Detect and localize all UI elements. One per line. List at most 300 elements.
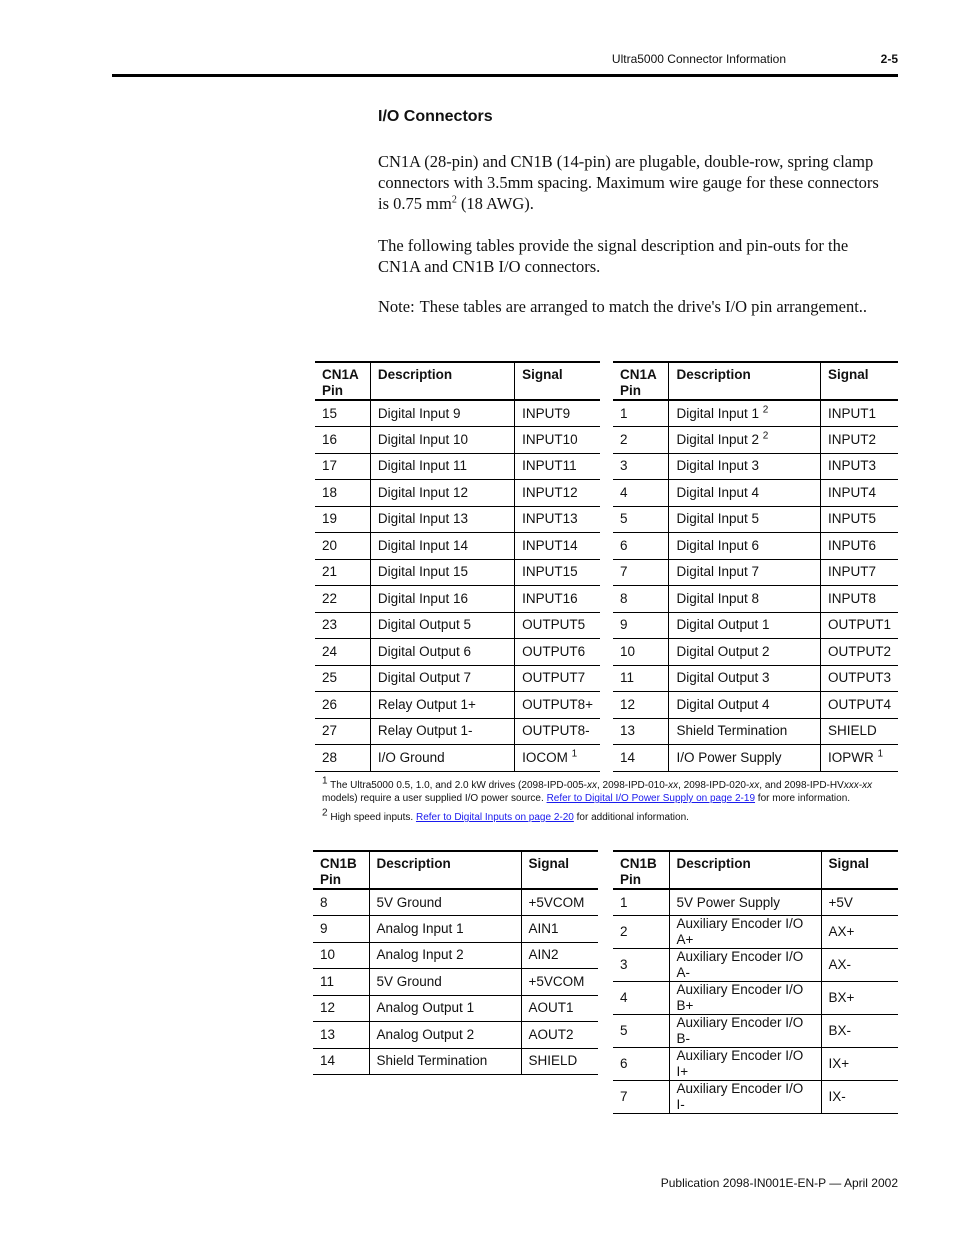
cell-text: 8 <box>320 894 328 910</box>
cell-text: 5V Power Supply <box>676 894 781 910</box>
table-row <box>315 718 600 745</box>
cell-text: 3 <box>620 957 628 972</box>
cell-desc <box>370 692 514 719</box>
cell-text: 15 <box>322 405 338 421</box>
cell-desc <box>370 533 514 560</box>
cell-text: 9 <box>320 920 328 936</box>
cell-pin <box>613 533 669 560</box>
pin-header-line1: CN1B <box>320 856 357 871</box>
cell-signal <box>515 453 600 480</box>
cell-pin <box>613 718 669 745</box>
footnote-1 <box>322 775 882 805</box>
table-row <box>313 889 598 916</box>
table-row <box>613 1048 898 1081</box>
cell-text: 26 <box>322 696 338 712</box>
cell-text: OUTPUT7 <box>522 670 586 686</box>
cell-pin <box>313 916 369 943</box>
cell-pin <box>315 586 370 613</box>
cell-text: I/O Ground <box>377 749 445 765</box>
cell-desc <box>669 427 821 454</box>
table-row <box>315 639 600 666</box>
table-row <box>313 916 598 943</box>
intro-text-end: (18 AWG). <box>456 194 534 213</box>
cell-signal <box>515 745 600 772</box>
section-title: I/O Connectors <box>378 108 493 125</box>
cell-text: 8 <box>620 590 628 606</box>
cell-signal <box>515 427 600 454</box>
cell-pin <box>315 453 370 480</box>
cell-desc <box>669 639 821 666</box>
page-number: 2-5 <box>880 52 898 66</box>
footnote-text: models) require a user supplied I/O power source. <box>322 793 547 804</box>
cell-pin <box>613 453 669 480</box>
cell-pin <box>613 1048 669 1081</box>
cn1a-table-left <box>315 361 600 772</box>
tables-paragraph: The following tables provide the signal description and pin-outs for the CN1A and CN1B I/O connectors. <box>378 236 849 276</box>
cell-text: 2 <box>620 431 628 447</box>
cell-signal <box>820 692 898 719</box>
cn1b-table-left <box>313 850 598 1075</box>
cell-desc <box>370 718 514 745</box>
table-row <box>613 718 898 745</box>
cell-signal <box>821 1081 898 1114</box>
cell-text: AOUT2 <box>528 1026 574 1042</box>
cell-text: IX- <box>828 1089 846 1104</box>
cell-text: 6 <box>620 537 628 553</box>
table-row <box>315 612 600 639</box>
cell-pin <box>613 427 669 454</box>
cell-signal <box>515 612 600 639</box>
column-header-description: Description <box>669 851 821 889</box>
cell-desc <box>370 639 514 666</box>
cell-pin <box>313 1022 369 1049</box>
table-row <box>313 1022 598 1049</box>
cell-text: 5V Ground <box>376 894 442 910</box>
cell-pin <box>613 889 669 916</box>
cell-pin <box>315 612 370 639</box>
table-row <box>313 995 598 1022</box>
cell-text: Digital Input 13 <box>377 511 468 527</box>
pin-header-line1: CN1A <box>620 367 657 382</box>
table-row <box>613 533 898 560</box>
cell-signal <box>521 1022 598 1049</box>
cell-signal <box>821 1048 898 1081</box>
cell-text: Digital Input 16 <box>377 590 468 606</box>
cell-signal <box>515 506 600 533</box>
pin-header-line2: Pin <box>322 383 344 398</box>
cell-text: OUTPUT5 <box>522 617 586 633</box>
cell-signal <box>821 982 898 1015</box>
cell-pin <box>613 559 669 586</box>
cell-pin <box>315 559 370 586</box>
link-digital-io-power-supply[interactable]: Refer to Digital I/O Power Supply on page 2-19 <box>546 793 756 804</box>
footnote-number: 2 <box>322 807 328 819</box>
cell-text: AIN2 <box>528 947 559 963</box>
cell-pin <box>613 982 669 1015</box>
cell-text: 17 <box>322 458 338 474</box>
cell-text: 1 <box>620 894 628 910</box>
cell-signal <box>521 1048 598 1075</box>
table-row <box>613 639 898 666</box>
cell-text: INPUT14 <box>522 537 578 553</box>
cell-text: 1 <box>620 405 628 421</box>
table-row <box>613 480 898 507</box>
column-header-pin <box>313 851 369 889</box>
footnote-2 <box>322 807 882 824</box>
cell-text: AOUT1 <box>528 1000 574 1016</box>
cell-pin <box>315 639 370 666</box>
table-row <box>613 665 898 692</box>
cell-signal <box>821 889 898 916</box>
table-row <box>613 916 898 949</box>
table-row <box>613 745 898 772</box>
cell-text: Digital Input 1 <box>676 405 760 421</box>
cell-signal <box>515 692 600 719</box>
cell-text: 7 <box>620 564 628 580</box>
table-row <box>613 559 898 586</box>
table-row <box>313 1048 598 1075</box>
cell-pin <box>315 533 370 560</box>
cell-pin <box>315 427 370 454</box>
cell-desc <box>669 612 821 639</box>
cell-signal <box>521 995 598 1022</box>
footnote-italic: xx <box>668 780 679 791</box>
cell-signal <box>515 665 600 692</box>
cell-text: Digital Input 4 <box>676 484 760 500</box>
cell-desc <box>369 889 521 916</box>
cell-pin <box>315 692 370 719</box>
cell-pin <box>315 745 370 772</box>
cell-signal <box>820 480 898 507</box>
footnote-number: 1 <box>322 775 328 787</box>
cell-pin <box>313 889 369 916</box>
cell-text: Auxiliary Encoder I/O A- <box>676 949 804 980</box>
cell-desc <box>669 586 821 613</box>
cell-signal <box>521 889 598 916</box>
cell-signal <box>515 533 600 560</box>
table-row <box>315 427 600 454</box>
cell-text: SHIELD <box>827 723 877 739</box>
cell-text: IX+ <box>828 1056 850 1071</box>
cell-pin <box>313 969 369 996</box>
cell-desc <box>370 745 514 772</box>
running-header-title: Ultra5000 Connector Information <box>611 52 786 66</box>
cell-desc <box>370 586 514 613</box>
cell-text: 14 <box>320 1053 336 1069</box>
footnote-italic: xx <box>749 780 760 791</box>
cell-pin <box>315 480 370 507</box>
footnote-text: High speed inputs. <box>330 812 416 823</box>
cell-text: 18 <box>322 484 338 500</box>
footnote-text: for additional information. <box>573 812 689 823</box>
table-row <box>313 942 598 969</box>
cell-text: +5VCOM <box>528 973 585 989</box>
cell-text: 4 <box>620 484 628 500</box>
pin-header-line1: CN1B <box>620 856 657 871</box>
table-row <box>315 745 600 772</box>
cell-text: OUTPUT3 <box>827 670 891 686</box>
cell-text: Analog Input 1 <box>376 920 464 936</box>
cell-text: Digital Input 3 <box>676 458 760 474</box>
cell-text: Digital Input 6 <box>676 537 760 553</box>
column-header-description: Description <box>369 851 521 889</box>
cell-text: 20 <box>322 537 338 553</box>
cell-text: Digital Input 2 <box>676 431 760 447</box>
cell-signal <box>820 400 898 427</box>
cell-text: 11 <box>620 670 635 686</box>
cell-text: +5V <box>828 894 853 910</box>
cell-text: BX+ <box>828 990 855 1005</box>
table-row <box>315 453 600 480</box>
cell-text: 16 <box>322 431 338 447</box>
cell-desc <box>370 480 514 507</box>
footnote-text: for more information. <box>755 793 851 804</box>
cell-text: Digital Input 7 <box>676 564 760 580</box>
footnote-ref: 1 <box>571 748 578 760</box>
cell-text: 5V Ground <box>376 973 442 989</box>
table-row <box>613 889 898 916</box>
cell-desc <box>669 692 821 719</box>
cell-text: Digital Output 7 <box>377 670 471 686</box>
cell-text: 12 <box>320 1000 336 1016</box>
table-row <box>613 949 898 982</box>
pin-header-line2: Pin <box>620 383 642 398</box>
cell-desc <box>669 1015 821 1048</box>
table-row <box>315 480 600 507</box>
column-header-pin <box>613 851 669 889</box>
cell-text: INPUT10 <box>522 431 578 447</box>
cell-desc <box>369 969 521 996</box>
cell-text: 24 <box>322 643 338 659</box>
cell-signal <box>515 586 600 613</box>
cell-text: INPUT7 <box>827 564 876 580</box>
cell-text: 2 <box>620 924 628 939</box>
cell-text: 27 <box>322 723 338 739</box>
cell-text: Digital Input 11 <box>377 458 467 474</box>
cell-text: INPUT4 <box>827 484 876 500</box>
table-row <box>613 427 898 454</box>
cell-pin <box>313 995 369 1022</box>
cell-text: Digital Input 5 <box>676 511 760 527</box>
table-row <box>313 969 598 996</box>
cell-text: OUTPUT6 <box>522 643 586 659</box>
cell-pin <box>613 612 669 639</box>
note-text: These tables are arranged to match the drive's I/O pin arrangement.. <box>419 297 868 316</box>
cell-pin <box>315 400 370 427</box>
cell-pin <box>613 1015 669 1048</box>
cell-pin <box>613 665 669 692</box>
cell-text: Analog Input 2 <box>376 947 464 963</box>
cell-signal <box>820 586 898 613</box>
cell-signal <box>820 559 898 586</box>
cell-text: INPUT2 <box>827 431 876 447</box>
cell-text: 23 <box>322 617 338 633</box>
cell-text: 19 <box>322 511 338 527</box>
note-label: Note: <box>378 297 415 316</box>
cell-pin <box>613 1081 669 1114</box>
cell-desc <box>669 949 821 982</box>
cell-text: 10 <box>620 643 636 659</box>
table-row <box>613 1081 898 1114</box>
cell-text: Auxiliary Encoder I/O I- <box>676 1081 804 1112</box>
cell-text: INPUT6 <box>827 537 876 553</box>
cell-text: Relay Output 1+ <box>377 696 476 712</box>
cell-text: OUTPUT8+ <box>522 696 593 712</box>
cell-text: SHIELD <box>528 1053 578 1069</box>
cell-text: 7 <box>620 1089 628 1104</box>
cell-desc <box>370 665 514 692</box>
cell-pin <box>315 665 370 692</box>
cell-desc <box>669 1048 821 1081</box>
column-header-signal: Signal <box>521 851 598 889</box>
cell-pin <box>613 586 669 613</box>
cell-text: 12 <box>620 696 636 712</box>
cell-text: 5 <box>620 511 628 527</box>
column-header-signal: Signal <box>515 362 600 400</box>
cell-desc <box>370 453 514 480</box>
footnote-text: , and 2098-IPD-HV <box>759 780 844 791</box>
table-row <box>315 400 600 427</box>
header-rule <box>112 74 898 77</box>
cell-pin <box>613 949 669 982</box>
cell-signal <box>820 718 898 745</box>
cell-pin <box>613 400 669 427</box>
table-row <box>315 506 600 533</box>
cell-text: Analog Output 1 <box>376 1000 475 1016</box>
table-row <box>613 612 898 639</box>
column-header-signal: Signal <box>821 851 898 889</box>
cell-desc <box>669 559 821 586</box>
cell-signal <box>820 745 898 772</box>
cell-signal <box>820 665 898 692</box>
cell-desc <box>669 889 821 916</box>
cell-text: AIN1 <box>528 920 559 936</box>
cell-text: Auxiliary Encoder I/O I+ <box>676 1048 804 1079</box>
cell-text: 28 <box>322 749 338 765</box>
footnote-ref: 1 <box>877 748 884 760</box>
cell-desc <box>669 480 821 507</box>
cell-desc <box>370 400 514 427</box>
cell-text: INPUT11 <box>522 458 577 474</box>
cell-text: Digital Output 2 <box>676 643 770 659</box>
cell-text: INPUT5 <box>827 511 876 527</box>
table-row <box>315 586 600 613</box>
cell-text: OUTPUT1 <box>827 617 891 633</box>
pin-header-line2: Pin <box>620 872 642 887</box>
intro-paragraph <box>378 151 884 214</box>
cell-text: Digital Output 1 <box>676 617 770 633</box>
cn1b-table-right <box>613 850 898 1114</box>
column-header-pin <box>315 362 370 400</box>
cell-signal <box>820 427 898 454</box>
cell-text: Analog Output 2 <box>376 1026 475 1042</box>
cell-text: OUTPUT2 <box>827 643 891 659</box>
pin-header-line2: Pin <box>320 872 342 887</box>
cell-text: I/O Power Supply <box>676 749 782 765</box>
cell-text: OUTPUT8- <box>522 723 590 739</box>
cell-text: Digital Input 8 <box>676 590 760 606</box>
cell-text: 14 <box>620 749 636 765</box>
cell-text: Digital Output 5 <box>377 617 471 633</box>
cell-text: INPUT8 <box>827 590 876 606</box>
footnote-italic: xx <box>586 780 597 791</box>
table-row <box>613 453 898 480</box>
table-row <box>315 533 600 560</box>
cell-desc <box>669 745 821 772</box>
footnote-text: , 2098-IPD-010- <box>596 780 669 791</box>
cell-pin <box>613 639 669 666</box>
cell-pin <box>613 745 669 772</box>
cell-text: Shield Termination <box>676 723 788 739</box>
cell-text: Digital Input 9 <box>377 405 461 421</box>
cell-text: Digital Output 3 <box>676 670 770 686</box>
cell-text: INPUT9 <box>522 405 571 421</box>
cell-signal <box>515 718 600 745</box>
cell-desc <box>370 612 514 639</box>
cell-pin <box>613 692 669 719</box>
cell-text: 11 <box>320 973 335 989</box>
cell-desc <box>369 942 521 969</box>
cell-text: Digital Input 14 <box>377 537 468 553</box>
cell-signal <box>521 942 598 969</box>
column-header-pin <box>613 362 669 400</box>
cell-signal <box>820 453 898 480</box>
cell-text: Auxiliary Encoder I/O A+ <box>676 916 804 947</box>
cell-text: 25 <box>322 670 338 686</box>
cell-text: Shield Termination <box>376 1053 488 1069</box>
table-row <box>613 982 898 1015</box>
cell-signal <box>515 559 600 586</box>
cell-pin <box>613 480 669 507</box>
cell-signal <box>821 916 898 949</box>
cell-text: Digital Input 10 <box>377 431 468 447</box>
cell-desc <box>370 559 514 586</box>
table-row <box>613 692 898 719</box>
table-row <box>315 559 600 586</box>
cell-text: INPUT12 <box>522 484 578 500</box>
cell-pin <box>313 1048 369 1075</box>
table-row <box>613 400 898 427</box>
cell-text: INPUT15 <box>522 564 578 580</box>
cell-signal <box>521 969 598 996</box>
cell-text: IOPWR <box>827 749 874 765</box>
cell-desc <box>669 1081 821 1114</box>
cell-pin <box>613 506 669 533</box>
cell-text: BX- <box>828 1023 852 1038</box>
table-row <box>613 586 898 613</box>
cell-desc <box>369 1048 521 1075</box>
cell-text: 4 <box>620 990 628 1005</box>
intro-text: CN1A (28-pin) and CN1B (14-pin) are plugable, double-row, spring clamp connectors with 3.5mm spacing. Maximum wire gauge for these connectors is 0.75 mm <box>378 152 879 213</box>
cell-text: 13 <box>320 1026 336 1042</box>
table-row <box>613 1015 898 1048</box>
cell-text: INPUT1 <box>827 405 876 421</box>
cell-signal <box>820 612 898 639</box>
cell-desc <box>669 400 821 427</box>
cell-text: INPUT13 <box>522 511 578 527</box>
cell-text: 13 <box>620 723 636 739</box>
cell-text: 5 <box>620 1023 628 1038</box>
cell-desc <box>369 916 521 943</box>
cell-desc <box>669 533 821 560</box>
link-digital-inputs[interactable]: Refer to Digital Inputs on page 2-20 <box>415 812 574 823</box>
cell-signal <box>820 506 898 533</box>
cell-signal <box>821 949 898 982</box>
cell-desc <box>669 718 821 745</box>
cell-pin <box>315 718 370 745</box>
publication-footer: Publication 2098-IN001E-EN-P — April 2002 <box>660 1176 898 1190</box>
footnote-text: The Ultra5000 0.5, 1.0, and 2.0 kW drives (2098-IPD-005- <box>330 780 587 791</box>
